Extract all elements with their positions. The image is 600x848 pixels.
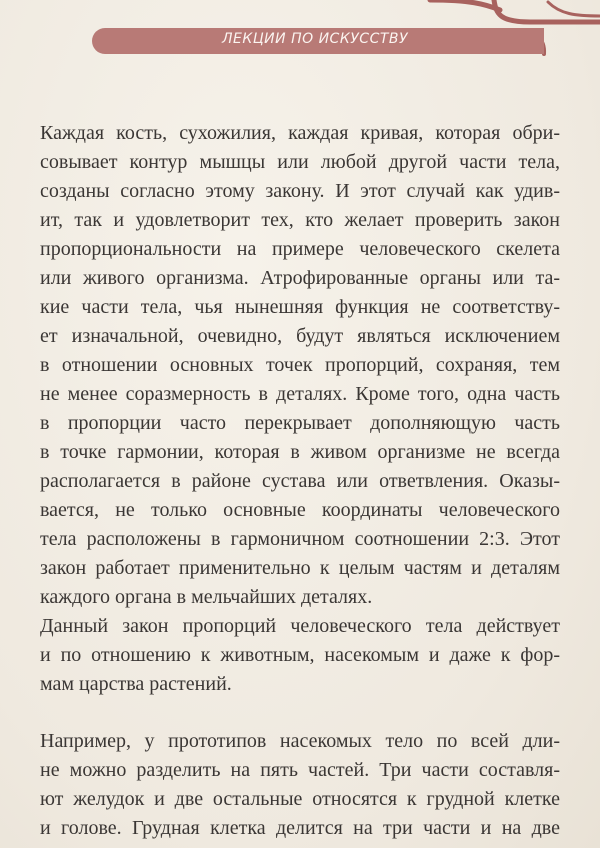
text-line: Например, у прототипов насекомых тело по всей дли-: [40, 730, 560, 752]
text-line: закон работает применительно к целым частям и деталям: [40, 557, 560, 579]
text-line: Данный закон пропорций человеческого тела действует: [40, 615, 560, 637]
text-line: или живого организма. Атрофированные органы или та-: [40, 267, 560, 289]
text-line: ет изначальной, очевидно, будут являться исключением: [40, 325, 560, 347]
text-line: ит, так и удовлетворит тех, кто желает проверить закон: [40, 209, 560, 231]
paragraph-2: [40, 612, 560, 699]
text-line: совывает контур мышцы или любой другой части тела,: [40, 151, 560, 173]
paragraph-3: [40, 727, 560, 843]
text-line: не менее соразмерность в деталях. Кроме того, одна часть: [40, 383, 560, 405]
paragraph-1: [40, 119, 560, 612]
text-line: ют желудок и две остальные относятся к грудной клетке: [40, 788, 560, 810]
text-line: в пропорции часто перекрывает дополняющую часть: [40, 412, 560, 434]
text-line: не можно разделить на пять частей. Три части составля-: [40, 759, 560, 781]
text-line: созданы согласно этому закону. И этот случай как удив-: [40, 180, 560, 202]
text-line: в точке гармонии, которая в живом организме не всегда: [40, 441, 560, 463]
text-line: вается, не только основные координаты человеческого: [40, 499, 560, 521]
text-line: пропорциональности на примере человеческого скелета: [40, 238, 560, 260]
text-line: кие части тела, чья нынешняя функция не соответству-: [40, 296, 560, 318]
text-line: каждого органа в мельчайших деталях.: [40, 586, 373, 608]
text-line: и голове. Грудная клетка делится на три части и на две: [40, 817, 560, 839]
text-line: в отношении основных точек пропорций, сохраняя, тем: [40, 354, 560, 376]
text-line: располагается в районе сустава или ответвления. Оказы-: [40, 470, 560, 492]
text-line: и по отношению к животным, насекомым и даже к фор-: [40, 644, 560, 666]
text-line: Каждая кость, сухожилия, каждая кривая, которая обри-: [40, 122, 560, 144]
text-line: тела расположены в гармоничном соотношении 2:3. Этот: [40, 528, 560, 550]
text-line: мам царства растений.: [40, 673, 232, 695]
running-header: ЛЕКЦИИ ПО ИСКУССТВУ: [222, 31, 409, 47]
